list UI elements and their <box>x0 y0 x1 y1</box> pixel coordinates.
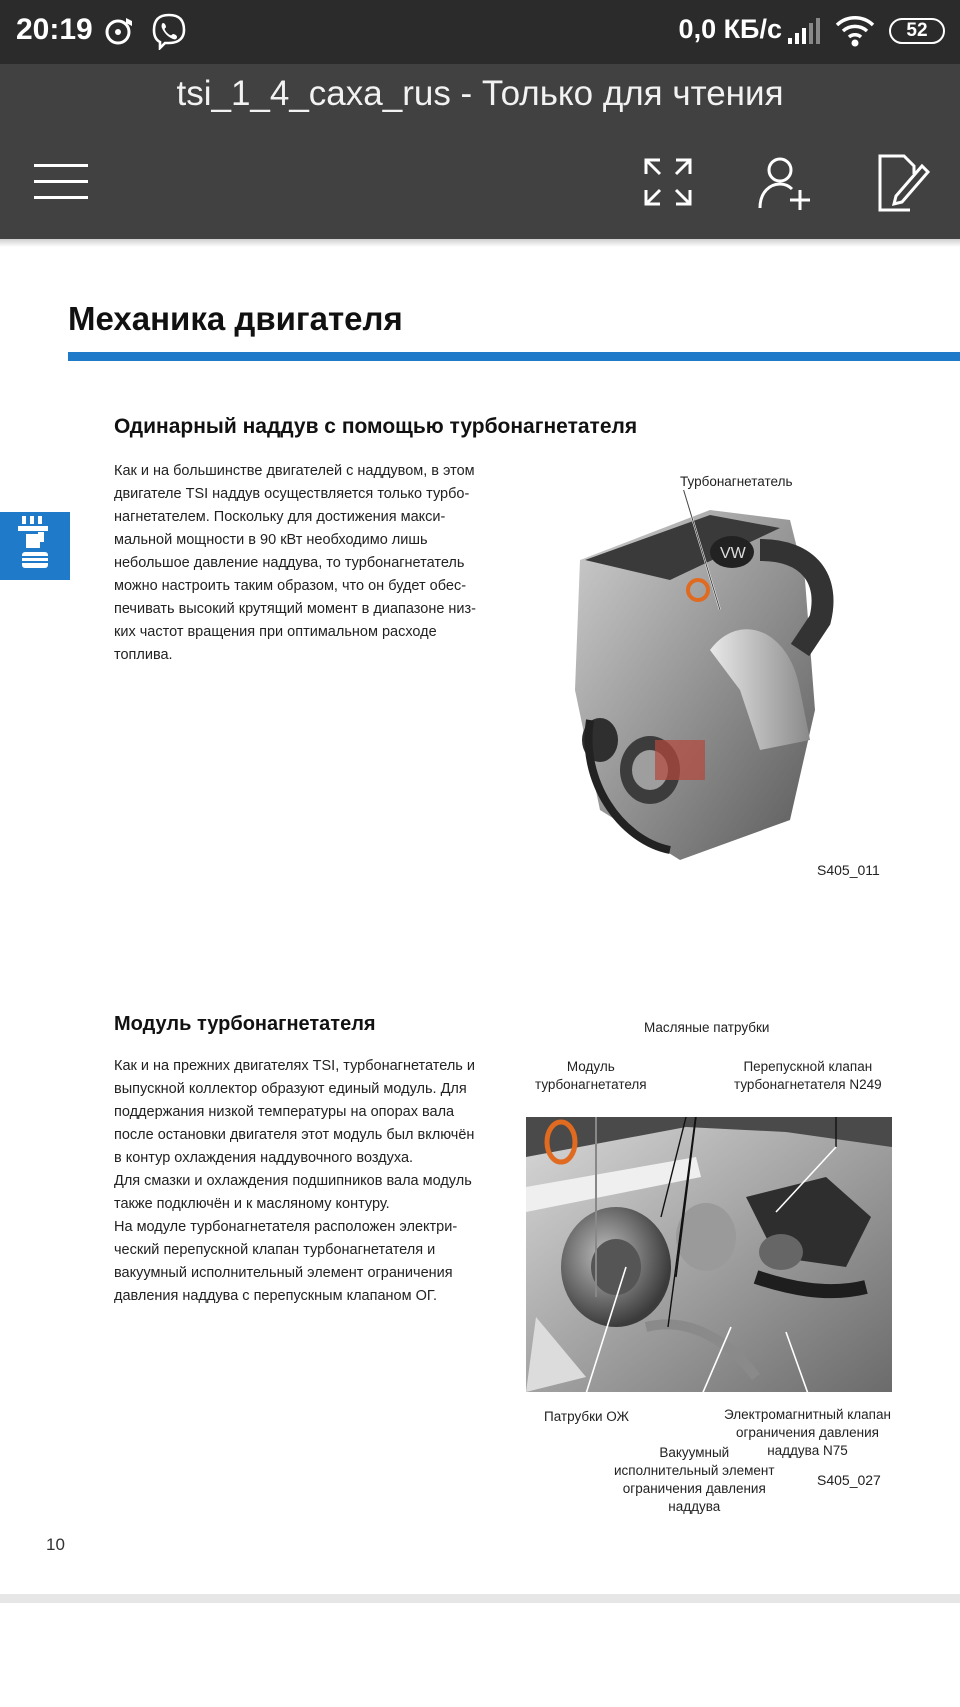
app-bar-shadow <box>0 239 960 247</box>
label-turbocharger: Турбонагнетатель <box>680 474 793 489</box>
menu-icon <box>30 150 94 214</box>
page-number: 10 <box>46 1535 65 1554</box>
label-vacuum-actuator: Вакуумный исполнительный элемент ограничения давления наддува <box>614 1445 775 1514</box>
add-user-icon <box>754 150 818 214</box>
app-bar <box>0 64 960 239</box>
page-bottom-divider <box>0 1594 960 1603</box>
label-turbo-module: Модуль турбонагнетателя <box>535 1059 647 1092</box>
viber-icon <box>150 12 188 50</box>
music-icon <box>102 12 138 48</box>
label-bypass-valve: Перепускной клапан турбонагнетателя N249 <box>734 1059 882 1092</box>
svg-text:VW: VW <box>720 545 746 562</box>
status-time: 20:19 <box>16 13 93 46</box>
network-speed: 0,0 КБ/с <box>678 14 782 44</box>
engine-illustration <box>560 490 900 870</box>
label-coolant-pipes: Патрубки ОЖ <box>544 1409 629 1424</box>
menu-button[interactable] <box>30 150 94 214</box>
figure-code-1: S405_011 <box>817 862 880 878</box>
figure-code-2: S405_027 <box>817 1472 881 1488</box>
fullscreen-icon <box>636 150 700 214</box>
signal-icon <box>786 16 822 46</box>
wifi-icon <box>834 14 876 48</box>
turbo-module-illustration <box>526 1117 892 1392</box>
label-solenoid-valve: Электромагнитный клапан ограничения давления наддува N75 <box>724 1407 891 1458</box>
heading-divider <box>68 352 960 361</box>
label-oil-pipes: Масляные патрубки <box>644 1020 770 1035</box>
status-bar <box>0 0 960 64</box>
add-user-button[interactable] <box>754 150 818 214</box>
fullscreen-button[interactable] <box>636 150 700 214</box>
engine-piston-icon <box>0 512 70 580</box>
page-heading: Механика двигателя <box>68 300 403 337</box>
side-navigation-tab[interactable] <box>0 512 70 580</box>
document-title: tsi_1_4_caxa_rus - Только для чтения <box>176 74 784 113</box>
section-text-turbo-module: Как и на прежних двигателях TSI, турбонагнетатель и выпускной коллектор образуют единый модуль. Для поддержания низкой температуры на опорах вала после остановки двигателя этот модуль был включён в контур охлаждения наддувочного воздуха. Для смазки и охлаждения подшипников вала модуль также подключён и к масляному контуру. На модуле турбонагнетателя расположен электри- ческий перепускной клапан турбонагнетателя и вакуумный исполнительный элемент ограничения давления наддува с перепускным клапаном ОГ. <box>114 1058 475 1304</box>
section-text-single-turbo: Как и на большинстве двигателей с наддувом, в этом двигателе TSI наддув осуществляется только турбо- нагнетателем. Поскольку для достижения макси- мальной мощности в 90 кВт необходимо лишь небольшое давление наддува, то турбонагнетатель можно настроить таким образом, что он будет обес- печивать высокий крутящий момент в диапазоне низ- ких частот вращения при оптимальном расходе топлива. <box>114 463 477 663</box>
battery-icon: 52 <box>889 18 945 44</box>
section-title-turbo-module: Модуль турбонагнетателя <box>114 1013 376 1035</box>
edit-button[interactable] <box>870 150 934 214</box>
section-title-single-turbo: Одинарный наддув с помощью турбонагнетателя <box>114 415 638 438</box>
edit-icon <box>870 150 934 214</box>
